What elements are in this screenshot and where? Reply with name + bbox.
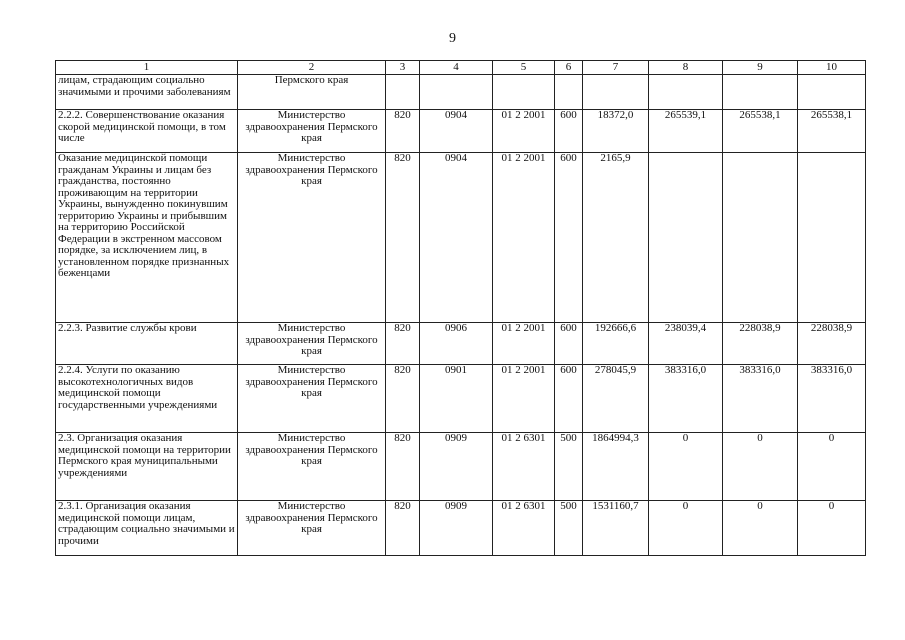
table-header xyxy=(56,61,866,75)
amount-cell xyxy=(583,75,649,110)
table-row xyxy=(56,323,866,365)
amount-cell: 265538,1 xyxy=(798,110,866,153)
amount-cell xyxy=(798,153,866,323)
amount-cell: 238039,4 xyxy=(649,323,723,365)
section-code-cell: 0901 xyxy=(420,365,493,433)
program-name-cell: Оказание медицинской помощи гражданам Украины и лицам без гражданства, постоянно проживающим на территории Украины, вынужденно покинувшим территорию Украины и прибывшим на территорию Российской Федерации в экстренном массовом порядке, за исключением лиц, в установленном порядке признанных беженцами xyxy=(56,153,238,323)
expense-type-cell: 500 xyxy=(555,501,583,556)
table-row xyxy=(56,433,866,501)
program-name-cell: 2.3.1. Организация оказания медицинской помощи лицам, страдающим социально значимыми и прочими xyxy=(56,501,238,556)
section-code-cell xyxy=(420,75,493,110)
amount-cell: 383316,0 xyxy=(723,365,798,433)
ministry-code-cell: 820 xyxy=(386,323,420,365)
amount-cell: 228038,9 xyxy=(798,323,866,365)
column-header: 10 xyxy=(798,61,866,75)
amount-cell: 0 xyxy=(649,501,723,556)
target-article-cell xyxy=(493,75,555,110)
target-article-cell: 01 2 6301 xyxy=(493,433,555,501)
amount-cell: 0 xyxy=(798,501,866,556)
amount-cell xyxy=(649,75,723,110)
executor-cell: Министерство здравоохранения Пермского края xyxy=(238,153,386,323)
executor-cell: Министерство здравоохранения Пермского края xyxy=(238,501,386,556)
amount-cell xyxy=(723,153,798,323)
column-header: 4 xyxy=(420,61,493,75)
amount-cell: 192666,6 xyxy=(583,323,649,365)
ministry-code-cell: 820 xyxy=(386,153,420,323)
executor-cell: Министерство здравоохранения Пермского края xyxy=(238,365,386,433)
amount-cell: 1864994,3 xyxy=(583,433,649,501)
section-code-cell: 0909 xyxy=(420,501,493,556)
column-header: 9 xyxy=(723,61,798,75)
column-header: 1 xyxy=(56,61,238,75)
amount-cell: 278045,9 xyxy=(583,365,649,433)
table-body xyxy=(56,75,866,556)
expense-type-cell: 600 xyxy=(555,365,583,433)
amount-cell: 265538,1 xyxy=(723,110,798,153)
table-row xyxy=(56,110,866,153)
amount-cell: 18372,0 xyxy=(583,110,649,153)
program-name-cell: 2.2.3. Развитие службы крови xyxy=(56,323,238,365)
table-row xyxy=(56,365,866,433)
section-code-cell: 0909 xyxy=(420,433,493,501)
executor-cell: Министерство здравоохранения Пермского края xyxy=(238,110,386,153)
amount-cell xyxy=(649,153,723,323)
amount-cell: 265539,1 xyxy=(649,110,723,153)
program-name-cell: лицам, страдающим социально значимыми и прочими заболеваниям xyxy=(56,75,238,110)
program-name-cell: 2.3. Организация оказания медицинской помощи на территории Пермского края муниципальными учреждениями xyxy=(56,433,238,501)
table-row xyxy=(56,153,866,323)
table-row xyxy=(56,501,866,556)
ministry-code-cell: 820 xyxy=(386,110,420,153)
expense-type-cell: 600 xyxy=(555,323,583,365)
amount-cell: 0 xyxy=(723,501,798,556)
column-header: 3 xyxy=(386,61,420,75)
column-header: 2 xyxy=(238,61,386,75)
amount-cell xyxy=(798,75,866,110)
target-article-cell: 01 2 6301 xyxy=(493,501,555,556)
amount-cell: 383316,0 xyxy=(649,365,723,433)
header-row xyxy=(56,61,866,75)
target-article-cell: 01 2 2001 xyxy=(493,110,555,153)
amount-cell: 0 xyxy=(649,433,723,501)
amount-cell: 0 xyxy=(723,433,798,501)
column-header: 8 xyxy=(649,61,723,75)
ministry-code-cell: 820 xyxy=(386,501,420,556)
expense-type-cell: 600 xyxy=(555,110,583,153)
ministry-code-cell: 820 xyxy=(386,365,420,433)
page-number: 9 xyxy=(449,31,456,46)
ministry-code-cell: 820 xyxy=(386,433,420,501)
expense-type-cell: 600 xyxy=(555,153,583,323)
executor-cell: Министерство здравоохранения Пермского края xyxy=(238,323,386,365)
amount-cell: 1531160,7 xyxy=(583,501,649,556)
amount-cell: 2165,9 xyxy=(583,153,649,323)
program-name-cell: 2.2.4. Услуги по оказанию высокотехнологичных видов медицинской помощи государственными учреждениями xyxy=(56,365,238,433)
amount-cell xyxy=(723,75,798,110)
program-name-cell: 2.2.2. Совершенствование оказания скорой медицинской помощи, в том числе xyxy=(56,110,238,153)
budget-table xyxy=(55,60,866,556)
executor-cell: Министерство здравоохранения Пермского края xyxy=(238,433,386,501)
ministry-code-cell xyxy=(386,75,420,110)
executor-cell: Пермского края xyxy=(238,75,386,110)
table-row xyxy=(56,75,866,110)
target-article-cell: 01 2 2001 xyxy=(493,365,555,433)
section-code-cell: 0904 xyxy=(420,153,493,323)
target-article-cell: 01 2 2001 xyxy=(493,153,555,323)
column-header: 7 xyxy=(583,61,649,75)
expense-type-cell: 500 xyxy=(555,433,583,501)
column-header: 5 xyxy=(493,61,555,75)
amount-cell: 0 xyxy=(798,433,866,501)
expense-type-cell xyxy=(555,75,583,110)
target-article-cell: 01 2 2001 xyxy=(493,323,555,365)
section-code-cell: 0904 xyxy=(420,110,493,153)
amount-cell: 228038,9 xyxy=(723,323,798,365)
column-header: 6 xyxy=(555,61,583,75)
section-code-cell: 0906 xyxy=(420,323,493,365)
amount-cell: 383316,0 xyxy=(798,365,866,433)
